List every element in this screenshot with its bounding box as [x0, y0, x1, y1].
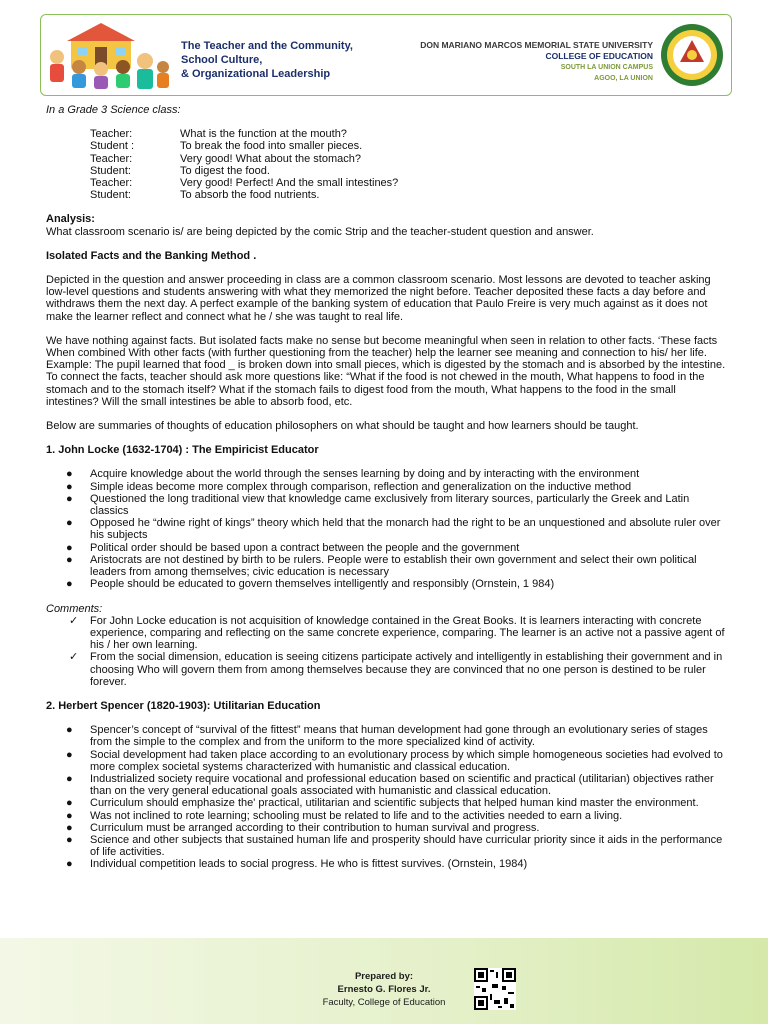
paragraph: Depicted in the question and answer proceeding in class are a common classroom scenario. Most lessons are devoted to teacher asking low-level questions and students answering with what they memorized the night before. Teacher deposited these facts a day before and withdraws them the next day. A perfect example of the banking system of education that Paulo Freire is very much against as it does not make the learner reflect and connect what he / she was taught to real life. — [46, 274, 711, 323]
comment-text: For John Locke education is not acquisition of knowledge contained in the Great Books. It is learners interacting with concrete experience, comparing and reflecting on the same concrete experience, comparing. The learner is an active not a passive agent of his / her own learning. — [90, 614, 725, 652]
bullet-text: Simple ideas become more complex through comparison, reflection and generalization on the inductive method — [90, 480, 632, 493]
list-item — [46, 749, 728, 773]
dialog-line: Very good! What about the stomach? — [180, 152, 362, 165]
bullet-icon: ● — [66, 517, 73, 530]
bullet-icon: ● — [66, 541, 73, 554]
dialog-row — [90, 128, 398, 140]
bullet-text: Industrialized society require vocational and professional education based on scientific and practical (utilitarian) objectives rather than on the very general educational goals associated with humanistic and classical education. — [90, 772, 714, 798]
spencer-heading: 2. Herbert Spencer (1820-1903): Utilitarian Education — [46, 699, 321, 712]
school-children-logo — [43, 17, 173, 91]
qr-code-icon — [474, 968, 516, 1010]
dialog-line: To absorb the food nutrients. — [180, 189, 320, 202]
dialog-row — [90, 165, 398, 177]
list-item — [46, 797, 728, 809]
dialog-row — [90, 140, 398, 152]
university-block — [420, 40, 653, 84]
bullet-text: Individual competition leads to social progress. He who is fittest survives. (Ornstein, 1984) — [90, 858, 528, 871]
bullet-text: Questioned the long traditional view that knowledge came exclusively from literary sources, particularly the Greek and Latin classics — [90, 492, 690, 518]
bullet-icon: ● — [66, 492, 73, 505]
comments-list — [46, 615, 728, 688]
speaker: Student : — [90, 140, 135, 153]
preparer-name: Ernesto G. Flores Jr. — [337, 984, 431, 995]
section-heading: Isolated Facts and the Banking Method . — [46, 249, 257, 262]
town-name: AGOO, LA UNION — [594, 75, 653, 82]
paragraph: We have nothing against facts. But isolated facts make no sense but become meaningful when seen in relation to other facts. ‘These facts When combined With other facts (with further questioning from the teacher) help the learner see meaning and connection to his/ her life. Example: The pupil learned that food _ is broken down into small pieces, which is digested by the stomach and is absorbed by the intestine. To connect the facts, teacher should ask more questions like: “What if the food is not chewed in the mouth, What happens to food in the stomach and to the stomach itself? What if the stomach fails to digest food from the mouth, What happens to the food in the small intestines? Will the small intestines be able to absorb food, etc. — [46, 334, 726, 408]
bullet-icon: ● — [66, 772, 73, 785]
bullet-icon: ● — [66, 553, 73, 566]
bullet-icon: ● — [66, 578, 73, 591]
course-title-line: School Culture, — [181, 54, 263, 66]
bullet-icon: ● — [66, 809, 73, 822]
course-title-line: & Organizational Leadership — [181, 68, 331, 80]
bullet-text: Acquire knowledge about the world through the senses learning by doing and by interacting with the environment — [90, 468, 640, 481]
bullet-text: Aristocrats are not destined by birth to be rulers. People were to establish their own government and select their own political leaders from among themselves; civic education is necessary — [90, 553, 697, 579]
comments-heading: Comments: — [46, 602, 103, 615]
analysis-text: What classroom scenario is/ are being depicted by the comic Strip and the teacher-student question and answer. — [46, 225, 594, 238]
locke-bullet-list — [46, 468, 728, 590]
list-item — [46, 651, 728, 688]
locke-heading: 1. John Locke (1632-1704) : The Empiricist Educator — [46, 444, 319, 457]
list-item — [46, 542, 728, 554]
list-item — [46, 810, 728, 822]
list-item — [46, 578, 728, 590]
dialog-row — [90, 177, 398, 189]
bullet-icon: ● — [66, 724, 73, 737]
bullet-text: Political order should be based upon a contract between the people and the government — [90, 541, 520, 554]
list-item — [46, 517, 728, 541]
dialog-line: To break the food into smaller pieces. — [180, 140, 363, 153]
comment-text: From the social dimension, education is seeing citizens participate actively and intelligently in establishing their government and in choosing Who will govern them from among themselves because they are convinced that no one person is destined to be ruler forever. — [90, 651, 723, 688]
analysis-heading: Analysis: — [46, 213, 95, 226]
bullet-icon: ● — [66, 797, 73, 810]
list-item — [46, 822, 728, 834]
bullet-text: Was not inclined to rote learning; schooling must be related to life and to the activities needed to earn a living. — [90, 809, 623, 822]
speaker: Teacher: — [90, 128, 133, 141]
university-name: DON MARIANO MARCOS MEMORIAL STATE UNIVERSITY — [420, 40, 653, 50]
dialog-row — [90, 153, 398, 165]
list-item — [46, 773, 728, 797]
dialog-line: To digest the food. — [180, 164, 270, 177]
list-item — [46, 554, 728, 578]
dialog-table — [90, 128, 398, 201]
page-header — [40, 14, 732, 96]
list-item — [46, 834, 728, 858]
bullet-icon: ● — [66, 468, 73, 481]
list-item — [46, 493, 728, 517]
course-title — [181, 39, 353, 81]
university-seal-icon — [659, 22, 725, 88]
speaker: Student: — [90, 189, 131, 202]
campus-name: SOUTH LA UNION CAMPUS — [560, 64, 653, 71]
bullet-text: Social development had taken place according to an evolutionary process by which simple homogeneous societies had evolved to more complex societal systems characterized with humanistic and classical education. — [90, 748, 723, 773]
preparer-position: Faculty, College of Education — [322, 997, 446, 1008]
list-item — [46, 468, 728, 480]
bullet-text: Curriculum must be arranged according to their contribution to human survival and progress. — [90, 821, 540, 834]
page-footer — [0, 938, 768, 1024]
bullet-text: Curriculum should emphasize the' practical, utilitarian and scientific subjects that helped human kind master the environment. — [90, 797, 699, 810]
dialog-row — [90, 189, 398, 201]
list-item — [46, 481, 728, 493]
paragraph: Below are summaries of thoughts of education philosophers on what should be taught and how learners should be taught. — [46, 420, 639, 433]
speaker: Teacher: — [90, 152, 133, 165]
bullet-icon: ● — [66, 821, 73, 834]
prepared-by-label: Prepared by: — [354, 971, 414, 982]
college-name: COLLEGE OF EDUCATION — [545, 51, 653, 61]
bullet-icon: ● — [66, 748, 73, 761]
intro-text: In a Grade 3 Science class: — [46, 104, 181, 116]
speaker: Student: — [90, 164, 131, 177]
checkmark-icon: ✓ — [69, 614, 79, 627]
spencer-bullet-list — [46, 724, 728, 870]
bullet-icon: ● — [66, 858, 73, 871]
bullet-icon: ● — [66, 480, 73, 493]
prepared-by-block — [0, 970, 768, 1009]
dialog-line: What is the function at the mouth? — [180, 128, 347, 141]
checkmark-icon: ✓ — [69, 651, 79, 664]
bullet-text: Opposed he “dwine right of kings” theory which held that the monarch had the right to be an unquestioned and absolute ruler over his subjects — [90, 517, 721, 542]
list-item — [46, 858, 728, 870]
bullet-text: Science and other subjects that sustained human life and prosperity should have curricular priority since it aids in the performance of life activities. — [90, 833, 723, 859]
list-item — [46, 615, 728, 652]
list-item — [46, 724, 728, 748]
speaker: Teacher: — [90, 177, 133, 190]
bullet-text: People should be educated to govern themselves intelligently and responsibly (Ornstein, 1 984) — [90, 578, 555, 591]
bullet-icon: ● — [66, 833, 73, 846]
course-title-line: The Teacher and the Community, — [181, 40, 353, 52]
bullet-text: Spencer’s concept of “survival of the fittest” means that human development had gone through an evolutionary series of stages from the simple to the complex and from the uniform to the more specialized kind of activity. — [90, 724, 708, 749]
dialog-line: Very good! Perfect! And the small intestines? — [180, 177, 399, 190]
document-body — [46, 104, 728, 871]
